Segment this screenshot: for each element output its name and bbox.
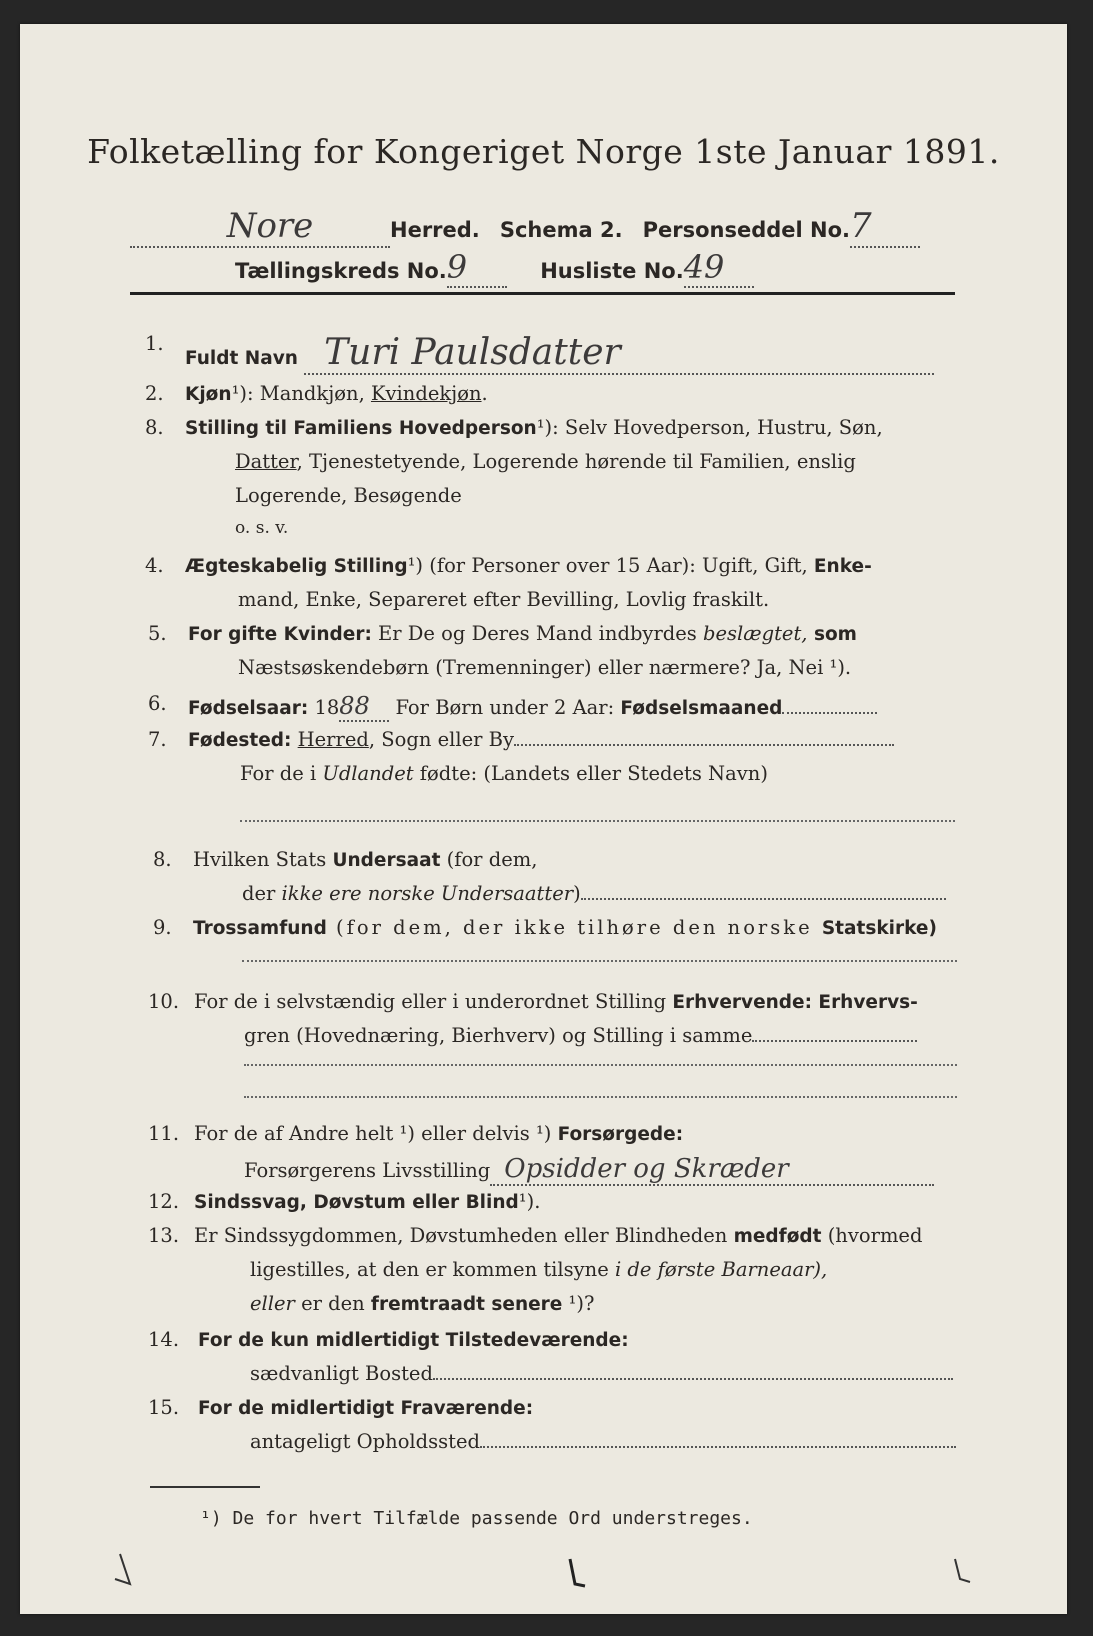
- q6-prefix: 18: [308, 696, 340, 719]
- q1-value: Turi Paulsdatter: [304, 332, 934, 375]
- q15-number: 15.: [148, 1396, 180, 1419]
- q3-line2-text: , Tjenestetyende, Logerende hørende til Familien, enslig: [296, 450, 856, 473]
- q7-row: [148, 728, 894, 751]
- q15-blank: [480, 1446, 956, 1448]
- q13-line3-italic: eller: [250, 1292, 295, 1315]
- q10-line2: [244, 1024, 917, 1047]
- q7-line2a: For de i: [240, 762, 323, 785]
- q8-number: 8.: [153, 848, 172, 871]
- q7-line2-italic: Udlandet: [322, 762, 414, 785]
- tellingskreds-value: 9: [447, 248, 507, 288]
- q12-number: 12.: [148, 1190, 180, 1213]
- herred-row: [130, 206, 920, 248]
- q11-row: [148, 1122, 683, 1145]
- q4-line1b: Enke-: [813, 556, 872, 577]
- q2-label: Kjøn: [185, 384, 232, 405]
- q8-line2-italic: ikke ere norske Undersaatter: [281, 882, 574, 905]
- q4-number: 4.: [145, 554, 164, 577]
- q13-label3: fremtraadt senere: [370, 1294, 563, 1315]
- q12-row: [148, 1190, 540, 1213]
- q11-label: Forsørgede:: [557, 1124, 684, 1145]
- q8-label: Undersaat: [332, 850, 441, 871]
- herred-label: Herred.: [390, 218, 480, 242]
- q6-text: For Børn under 2 Aar:: [389, 696, 621, 719]
- footnote-rule: [150, 1486, 260, 1488]
- q7-number: 7.: [148, 728, 167, 751]
- q5-line1-italic: beslægtet,: [703, 622, 808, 645]
- q4-row: [145, 554, 872, 577]
- personseddel-label: Personseddel No.: [642, 218, 850, 242]
- tellingskreds-row: [235, 248, 754, 288]
- q7-label: Fødested:: [188, 730, 292, 751]
- q7-line2: [240, 762, 768, 785]
- q10-label: Erhvervende:: [672, 992, 812, 1013]
- q9-label2: Statskirke): [821, 918, 937, 939]
- q7-blank: [514, 744, 894, 746]
- q7-answer-line: [240, 820, 955, 822]
- ink-mark-center: [570, 1559, 585, 1586]
- q13-line3b: ¹)?: [562, 1292, 595, 1315]
- q3-sup: ¹): [536, 416, 553, 439]
- q10-row: [148, 990, 918, 1013]
- q9-label: Trossamfund: [193, 918, 327, 939]
- q8-line2b: ): [573, 882, 581, 905]
- q12-label: Sindssvag, Døvstum eller Blind: [194, 1192, 519, 1213]
- husliste-label: Husliste No.: [540, 259, 684, 283]
- q3-selected: Datter: [235, 450, 297, 473]
- q7-selected: Herred: [297, 728, 369, 751]
- q6-label: Fødselsaar:: [188, 698, 309, 719]
- q10-line2-text: gren (Hovednæring, Bierhverv) og Stilling i samme: [244, 1024, 753, 1047]
- q7-text-c: , Sogn eller By: [368, 728, 515, 751]
- q2-text-a: : Mandkjøn,: [247, 382, 371, 405]
- q3-row: [145, 416, 883, 439]
- q15-line2-text: antageligt Opholdssted: [250, 1430, 481, 1453]
- q15-row: [148, 1396, 533, 1419]
- q3-line2: [235, 450, 856, 473]
- q13-number: 13.: [148, 1224, 180, 1247]
- q5-label: For gifte Kvinder:: [188, 624, 372, 645]
- q5-number: 5.: [148, 622, 167, 645]
- q11-line2: [244, 1154, 934, 1186]
- q15-line2: [250, 1430, 956, 1453]
- q5-row: [148, 622, 857, 645]
- q13-line1b: (hvormed: [821, 1224, 923, 1247]
- q8-line2a: der: [242, 882, 282, 905]
- form-title: Folketælling for Kongeriget Norge 1ste Januar 1891.: [87, 132, 1000, 171]
- ink-mark-right: [955, 1559, 970, 1582]
- header-rule: [130, 292, 955, 295]
- q13-row: [148, 1224, 922, 1247]
- q2-sup: ¹): [231, 382, 247, 405]
- herred-value: Nore: [130, 206, 390, 248]
- q4-line2: mand, Enke, Separeret efter Bevilling, Lovlig fraskilt.: [238, 588, 770, 611]
- q11-value: Opsidder og Skræder: [490, 1154, 934, 1186]
- q5-line2: Næstsøskendebørn (Tremenninger) eller nærmere? Ja, Nei ¹).: [238, 656, 852, 679]
- q11-line2-text: Forsørgerens Livsstilling: [244, 1159, 491, 1182]
- q13-line3: [250, 1292, 594, 1315]
- q9-number: 9.: [153, 916, 172, 939]
- ink-marks: [100, 1524, 1000, 1604]
- q3-label: Stilling til Familiens Hovedperson: [185, 418, 537, 439]
- q10-answer-line-1: [244, 1064, 957, 1066]
- q6-number: 6.: [148, 692, 167, 715]
- q2-selected: Kvindekjøn: [370, 382, 482, 405]
- q3-line3: Logerende, Besøgende: [235, 484, 462, 507]
- q13-line2-italic: i de første Barneaar),: [614, 1258, 828, 1281]
- q2-text-c: .: [481, 382, 488, 405]
- q3-line4: o. s. v.: [235, 518, 289, 538]
- q6-row: [148, 692, 877, 722]
- q9-row: [153, 916, 937, 939]
- q14-label: For de kun midlertidigt Tilstedeværende:: [198, 1330, 629, 1351]
- q14-line2: [250, 1362, 953, 1385]
- q1-number: 1.: [145, 332, 164, 355]
- q10-number: 10.: [148, 990, 180, 1013]
- q5-line1b: som: [807, 624, 857, 645]
- q6-value: 88: [339, 692, 389, 722]
- q8-line2: [242, 882, 946, 905]
- q11-line1: For de af Andre helt ¹) eller delvis ¹): [194, 1122, 558, 1145]
- q13-label: medfødt: [733, 1226, 822, 1247]
- q14-number: 14.: [148, 1328, 180, 1351]
- q14-row: [148, 1328, 629, 1351]
- q4-line1: (for Personer over 15 Aar): Ugift, Gift,: [423, 554, 814, 577]
- q14-blank: [433, 1378, 953, 1380]
- q8-line1b: (for dem,: [440, 848, 538, 871]
- q11-number: 11.: [148, 1122, 180, 1145]
- q1-row: [145, 332, 934, 375]
- q5-line1a: Er De og Deres Mand indbyrdes: [371, 622, 703, 645]
- q4-sup: ¹): [407, 554, 424, 577]
- q12-sup: ¹).: [518, 1190, 541, 1213]
- q13-line2a: ligestilles, at den er kommen tilsyne: [250, 1258, 615, 1281]
- q14-line2-text: sædvanligt Bosted: [250, 1362, 433, 1385]
- q9-answer-line: [242, 960, 957, 962]
- q13-line2: [250, 1258, 827, 1281]
- q13-line3a: er den: [294, 1292, 371, 1315]
- footnote: ¹) De for hvert Tilfælde passende Ord understreges.: [200, 1508, 753, 1529]
- q10-answer-line-2: [244, 1096, 957, 1098]
- q8-line1a: Hvilken Stats: [193, 848, 333, 871]
- q7-line2b: fødte: (Landets eller Stedets Navn): [413, 762, 768, 785]
- q3-line1: : Selv Hovedperson, Hustru, Søn,: [552, 416, 883, 439]
- ink-mark-left: [115, 1554, 130, 1584]
- q6-label2: Fødselsmaaned: [620, 698, 783, 719]
- q2-number: 2.: [145, 382, 164, 405]
- personseddel-value: 7: [850, 206, 920, 248]
- q10-line1a: For de i selvstændig eller i underordnet Stilling: [194, 990, 673, 1013]
- q2-row: [145, 382, 488, 405]
- q3-number: 8.: [145, 416, 164, 439]
- q10-blank: [752, 1040, 917, 1042]
- q6-blank: [782, 712, 877, 714]
- husliste-value: 49: [684, 248, 754, 288]
- q13-line1a: Er Sindssygdommen, Døvstumheden eller Blindheden: [194, 1224, 734, 1247]
- q15-label: For de midlertidigt Fraværende:: [198, 1398, 534, 1419]
- q9-text: (for dem, der ikke tilhøre den norske: [326, 916, 822, 939]
- census-form: [20, 24, 1067, 1614]
- schema-label: Schema 2.: [499, 218, 623, 242]
- q4-label: Ægteskabelig Stilling: [185, 556, 408, 577]
- q8-row: [153, 848, 537, 871]
- q8-blank: [581, 898, 946, 900]
- tellingskreds-label: Tællingskreds No.: [235, 259, 447, 283]
- q10-label2: Erhvervs-: [811, 992, 918, 1013]
- q1-label: Fuldt Navn: [185, 348, 298, 369]
